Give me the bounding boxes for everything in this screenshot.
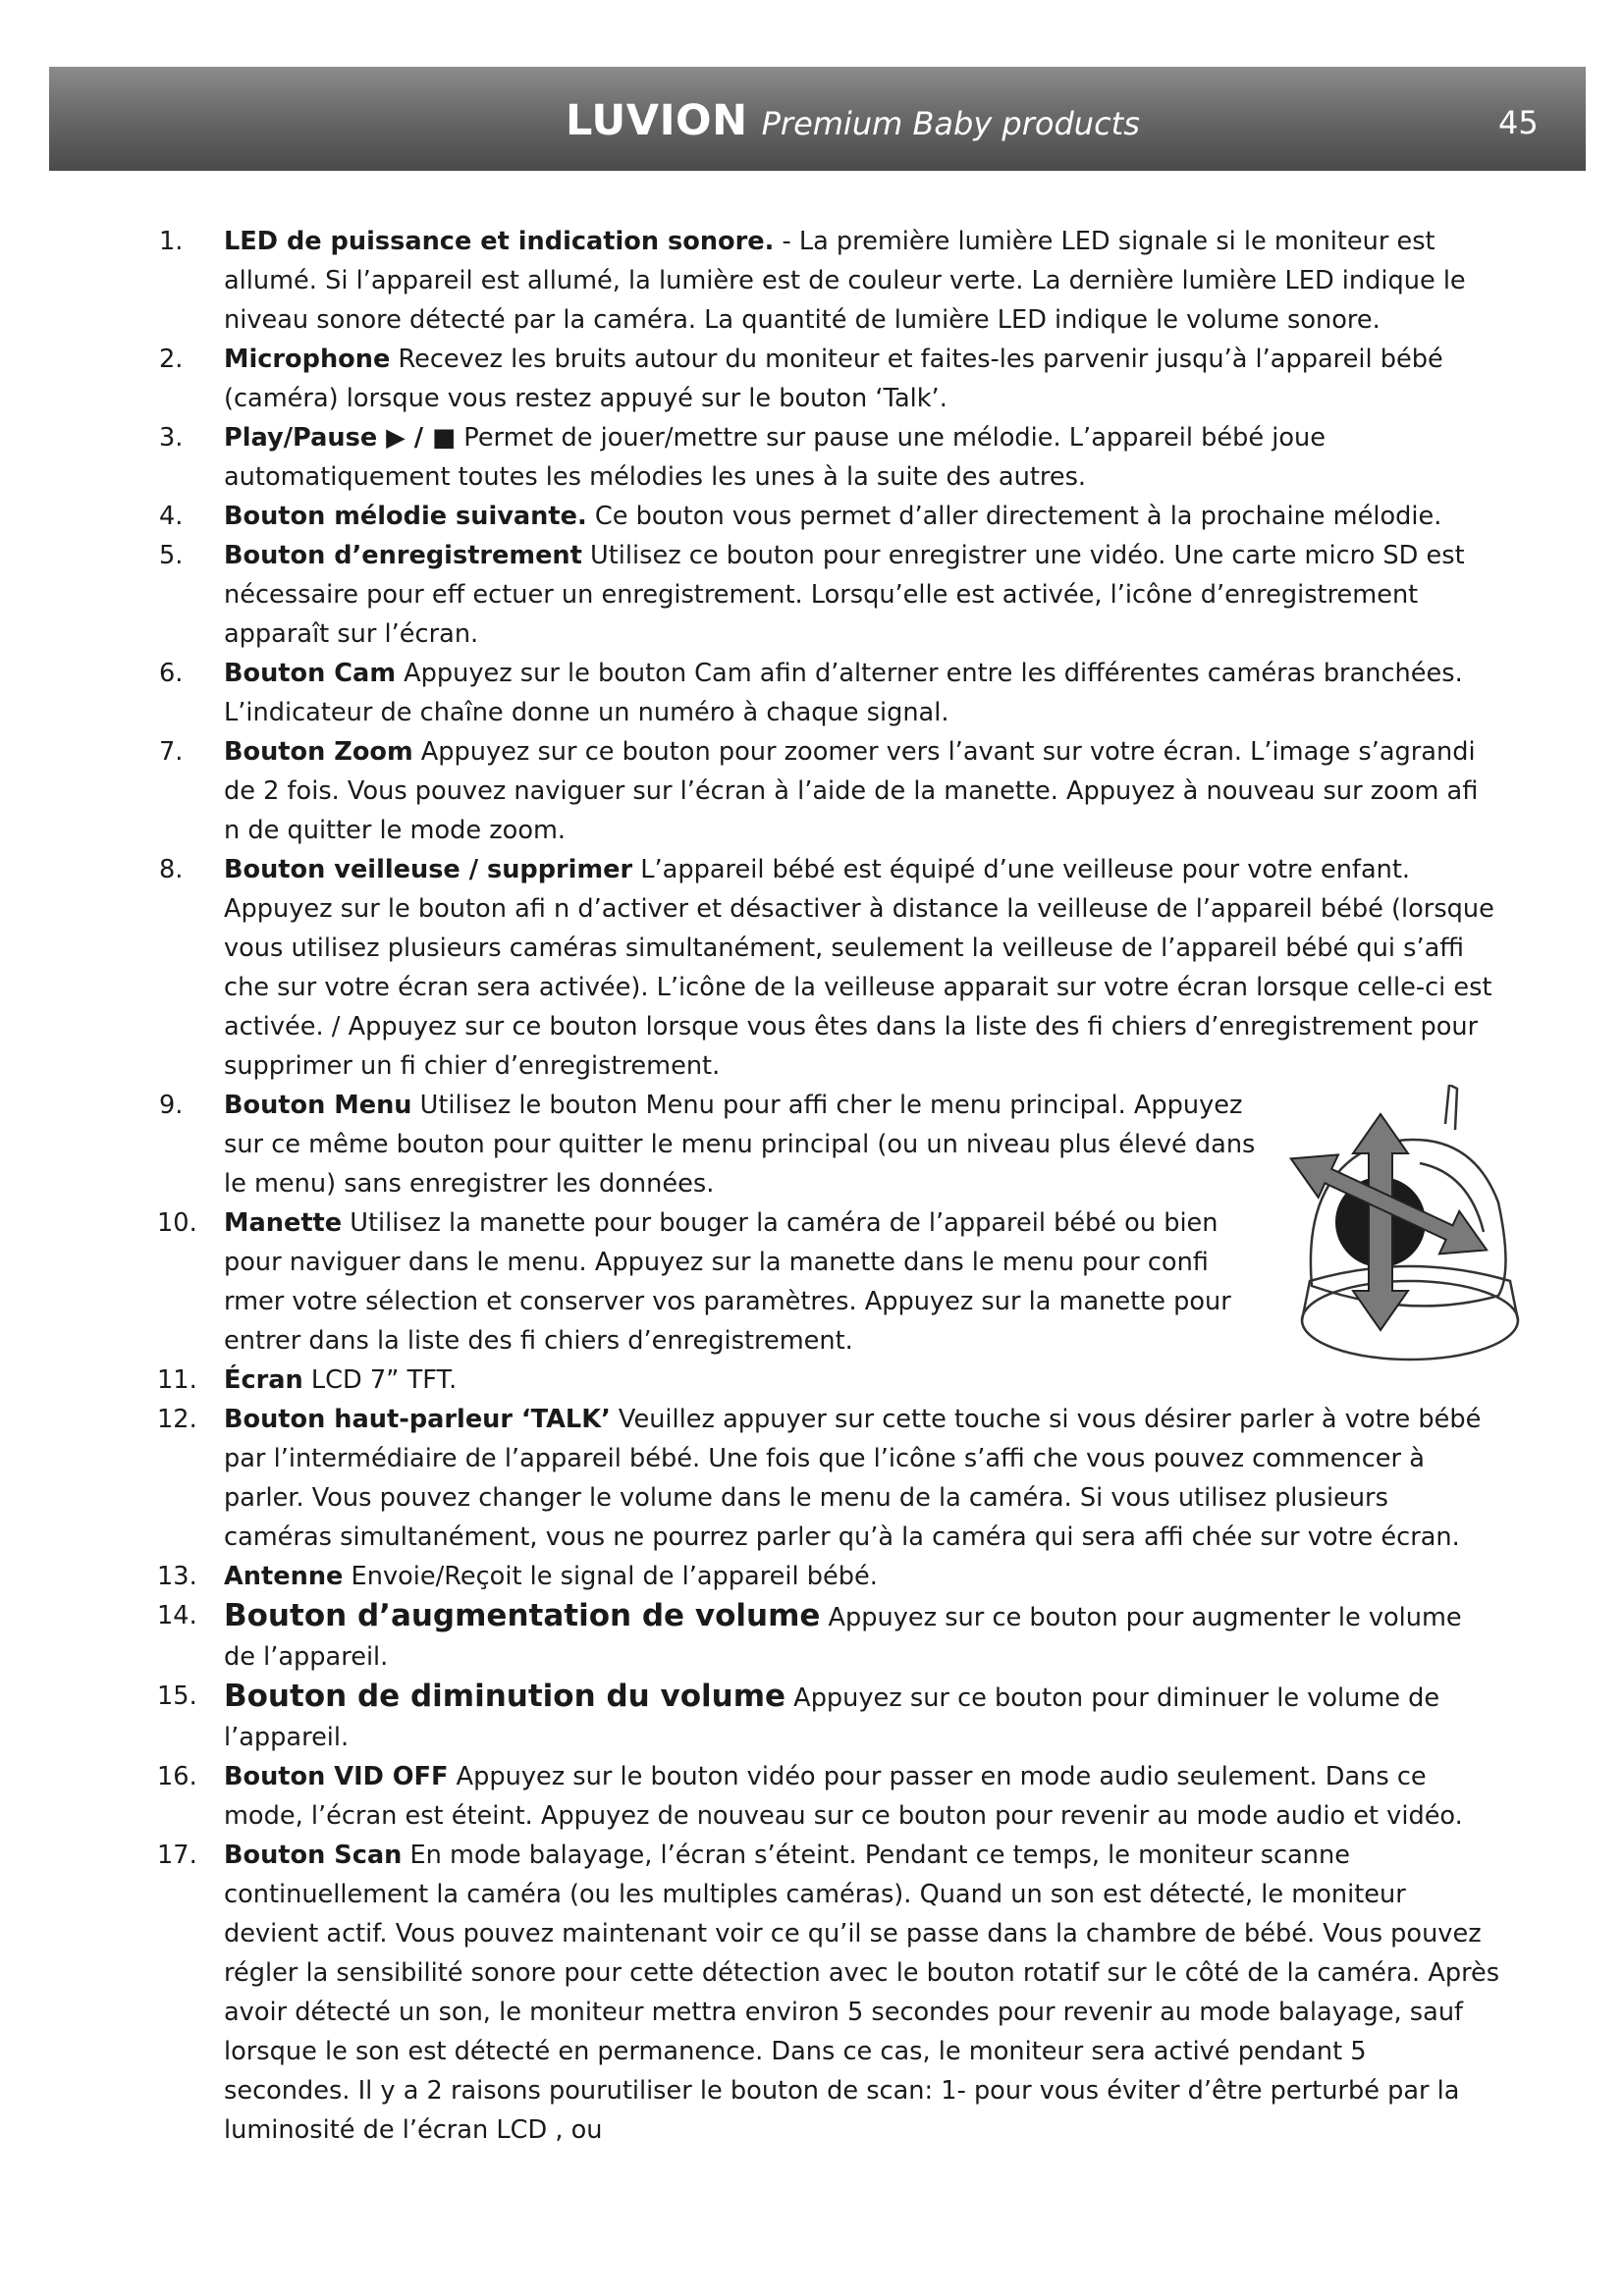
brand-name: LUVION (566, 96, 748, 145)
item-text: L’appareil bébé est équipé d’une veilleuse pour votre enfant. Appuyez sur le bouton afi n d’activer et désactiver à distance la veilleuse de l’appareil bébé (lorsque vous utilisez plusieurs caméras simultanément, seulement la veilleuse de l’appareil bébé qui s’affi che sur votre écran sera activée). L’icône de la veilleuse apparait sur votre écran lorsque celle-ci est activée. / Appuyez sur ce bouton lorsque vous êtes dans la liste des fi chiers d’enregistrement pour supprimer un fi chier d’enregistrement. (224, 855, 1494, 1081)
item-title: LED de puissance et indication sonore. (224, 227, 775, 256)
item-number: 9. (159, 1091, 184, 1120)
list-item (0, 850, 1500, 1086)
list-item (0, 1596, 1500, 1677)
list-item (0, 418, 1500, 497)
item-number: 2. (159, 345, 184, 374)
baby-camera-illustration (1272, 1085, 1528, 1369)
item-number: 8. (159, 855, 184, 884)
item-number: 17. (157, 1841, 197, 1870)
item-title: Bouton de diminution du volume (224, 1679, 786, 1714)
list-item (0, 1400, 1500, 1557)
page-number: 45 (1498, 104, 1539, 141)
item-title: Écran (224, 1365, 303, 1395)
item-text: - La première lumière LED signale si le moniteur est allumé. Si l’appareil est allumé, la lumière est de couleur verte. La dernière lumière LED indique le niveau sonore détecté par la caméra. La quantité de lumière LED indique le volume sonore. (224, 227, 1466, 335)
item-text: Appuyez sur le bouton vidéo pour passer en mode audio seulement. Dans ce mode, l’écran est éteint. Appuyez de nouveau sur ce bouton pour revenir au mode audio et vidéo. (224, 1762, 1463, 1831)
item-title: Bouton VID OFF (224, 1762, 449, 1791)
item-number: 5. (159, 541, 184, 570)
item-text: Ce bouton vous permet d’aller directement à la prochaine mélodie. (586, 502, 1442, 531)
brand-tagline: Premium Baby products (761, 105, 1140, 142)
item-title: Bouton haut-parleur ‘TALK’ (224, 1405, 611, 1434)
item-number: 14. (157, 1601, 197, 1630)
brand (566, 96, 1140, 145)
item-title: Microphone (224, 345, 391, 374)
item-title: Bouton d’enregistrement (224, 541, 582, 570)
list-item (0, 654, 1500, 732)
item-number: 4. (159, 502, 184, 531)
item-title: Bouton Zoom (224, 737, 413, 767)
list-item (0, 340, 1500, 418)
item-number: 10. (157, 1208, 197, 1238)
item-text: Envoie/Reçoit le signal de l’appareil bébé. (343, 1562, 878, 1591)
item-title: Antenne (224, 1562, 344, 1591)
page-header (49, 67, 1586, 171)
list-item (0, 1836, 1500, 2150)
item-number: 1. (159, 227, 184, 256)
item-number: 13. (157, 1562, 197, 1591)
item-number: 7. (159, 737, 184, 767)
list-item (0, 1677, 1500, 1757)
item-text: Utilisez le bouton Menu pour affi cher le menu principal. Appuyez sur ce même bouton pour quitter le menu principal (ou un niveau plus élevé dans le menu) sans enregistrer les données. (224, 1091, 1256, 1199)
list-item (0, 536, 1500, 654)
item-number: 3. (159, 423, 184, 453)
list-item (0, 1757, 1500, 1836)
list-item (0, 497, 1500, 536)
item-number: 11. (157, 1365, 197, 1395)
item-title: Bouton Scan (224, 1841, 403, 1870)
item-title: Bouton Menu (224, 1091, 412, 1120)
list-item (0, 732, 1500, 850)
item-title: Bouton mélodie suivante. (224, 502, 587, 531)
list-item (0, 1557, 1500, 1596)
list-item (0, 222, 1500, 340)
item-text: En mode balayage, l’écran s’éteint. Pendant ce temps, le moniteur scanne continuellement la caméra (ou les multiples caméras). Quand un son est détecté, le moniteur devient actif. Vous pouvez maintenant voir ce qu’il se passe dans la chambre de bébé. Vous pouvez régler la sensibilité sonore pour cette détection avec le bouton rotatif sur le côté de la caméra. Après avoir détecté un son, le moniteur mettra environ 5 secondes pour revenir au mode balayage, sauf lorsque le son est détecté en permanence. Dans ce cas, le moniteur sera activé pendant 5 secondes. Il y a 2 raisons pourutiliser le bouton de scan: 1- pour vous éviter d’être perturbé par la luminosité de l’écran LCD , ou (224, 1841, 1500, 2145)
item-title: Bouton veilleuse / supprimer (224, 855, 633, 884)
antenna-shape (1445, 1085, 1457, 1130)
item-number: 15. (157, 1682, 197, 1711)
item-text: Recevez les bruits autour du moniteur et faites-les parvenir jusqu’à l’appareil bébé (caméra) lorsque vous restez appuyé sur le bouton ‘Talk’. (224, 345, 1443, 413)
item-text: Permet de jouer/mettre sur pause une mélodie. L’appareil bébé joue automatiquement toutes les mélodies les unes à la suite des autres. (224, 423, 1326, 492)
item-title: Bouton d’augmentation de volume (224, 1598, 821, 1633)
item-number: 12. (157, 1405, 197, 1434)
item-title: Manette (224, 1208, 343, 1238)
item-text: Appuyez sur ce bouton pour diminuer le volume de l’appareil. (224, 1683, 1440, 1752)
item-number: 16. (157, 1762, 197, 1791)
list-item (0, 1086, 1265, 1203)
item-title: Bouton Cam (224, 659, 396, 688)
item-text: LCD 7” TFT. (302, 1365, 458, 1395)
item-text: Appuyez sur ce bouton pour zoomer vers l’avant sur votre écran. L’image s’agrandi de 2 fois. Vous pouvez naviguer sur l’écran à l’aide de la manette. Appuyez à nouveau sur zoom afi n de quitter le mode zoom. (224, 737, 1479, 845)
item-number: 6. (159, 659, 184, 688)
list-item (0, 1203, 1265, 1361)
item-text: Appuyez sur le bouton Cam afin d’alterner entre les différentes caméras branchées. L’indicateur de chaîne donne un numéro à chaque signal. (224, 659, 1463, 727)
item-text: Utilisez ce bouton pour enregistrer une vidéo. Une carte micro SD est nécessaire pour eff ectuer un enregistrement. Lorsqu’elle est activée, l’icône d’enregistrement apparaît sur l’écran. (224, 541, 1465, 649)
item-text: Utilisez la manette pour bouger la caméra de l’appareil bébé ou bien pour naviguer dans le menu. Appuyez sur la manette dans le menu pour confi rmer votre sélection et conserver vos paramètres. Appuyez sur la manette pour entrer dans la liste des fi chiers d’enregistrement. (224, 1208, 1231, 1356)
item-text: Appuyez sur ce bouton pour augmenter le volume de l’appareil. (224, 1603, 1462, 1672)
item-title: Play/Pause ▶ / ■ (224, 423, 457, 453)
item-text: Veuillez appuyer sur cette touche si vous désirer parler à votre bébé par l’intermédiaire de l’appareil bébé. Une fois que l’icône s’affi che vous pouvez commencer à parler. Vous pouvez changer le volume dans le menu de la caméra. Si vous utilisez plusieurs caméras simultanément, vous ne pourrez parler qu’à la caméra qui sera affi chée sur votre écran. (224, 1405, 1482, 1552)
